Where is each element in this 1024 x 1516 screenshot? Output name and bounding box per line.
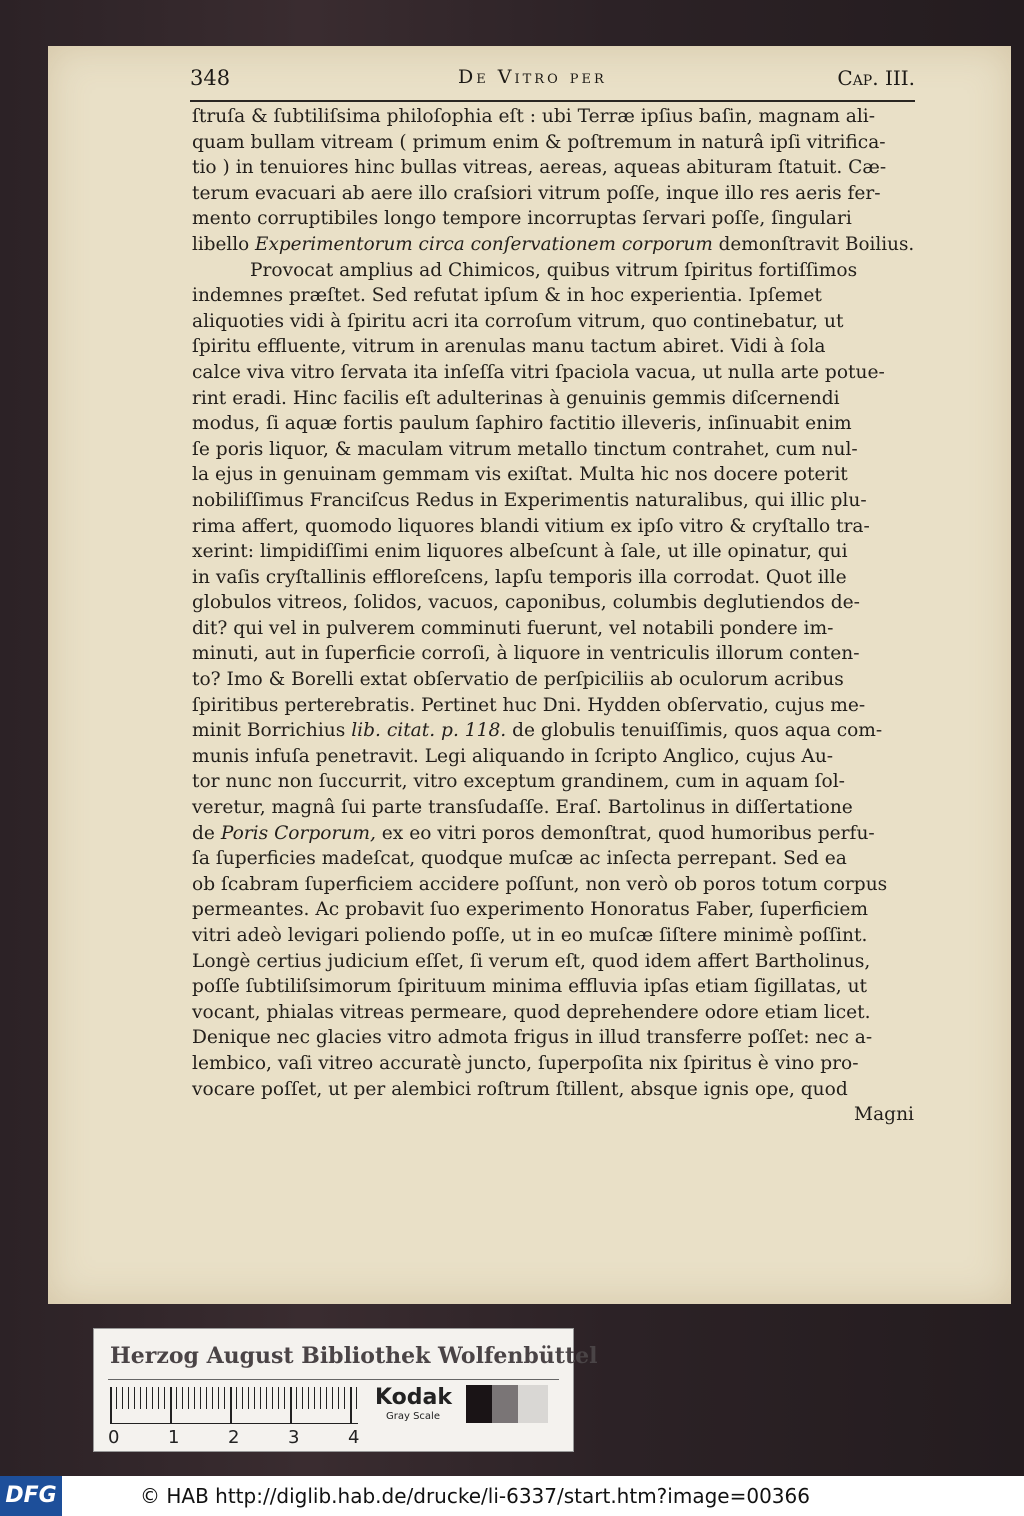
- text-line: Longè certius judicium eſſet, ſi verum eſt, quod idem affert Bartholinus,: [192, 950, 871, 972]
- text-line: globulos vitreos, ſolidos, vacuos, caponibus, columbis deglutiendos de-: [192, 592, 860, 614]
- ruler-scale: [110, 1387, 358, 1424]
- ruler-digit: 0: [108, 1427, 120, 1448]
- text-line: ſe poris liquor, & maculam vitrum metallo tinctum contrahet, cum nul-: [192, 438, 858, 460]
- text-line: Denique nec glacies vitro admota frigus in illud transferre poſſet: nec a-: [192, 1027, 873, 1049]
- text-line: ſtruſa & ſubtiliſsima philoſophia eſt : ubi Terræ ipſius baſin, magnam ali-: [192, 106, 875, 127]
- text-line: tor nunc non ſuccurrit, vitro exceptum grandinem, cum in aquam ſol-: [192, 771, 845, 793]
- card-divider: [108, 1379, 559, 1380]
- text-line: vocare poſſet, ut per alembici roſtrum ſtillent, absque ignis ope, quod: [192, 1078, 848, 1100]
- running-title: De Vitro per: [458, 66, 607, 88]
- text-line: permeantes. Ac probavit ſuo experimento Honoratus Faber, ſuperficiem: [192, 899, 869, 921]
- text-line: xerint: limpidiſſimi enim liquores albeſcunt à ſale, ut ille opinatur, qui: [192, 541, 848, 563]
- chapter-label: Cap. III.: [837, 66, 915, 90]
- credit-link[interactable]: © HAB http://diglib.hab.de/drucke/li-6337/start.htm?image=00366: [140, 1484, 810, 1508]
- text-line: rint eradi. Hinc facilis eſt adulterinas à genuinis gemmis diſcernendi: [192, 387, 840, 409]
- text-line: libello Experimentorum circa conſervationem corporum demonſtravit Boilius.: [192, 233, 915, 255]
- text-line: ſa ſuperficies madeſcat, quodque muſcæ ac inſecta perrepant. Sed ea: [192, 848, 847, 870]
- library-name: Herzog August Bibliothek Wolfenbüttel: [110, 1343, 598, 1369]
- body-text: [192, 104, 914, 1128]
- text-line: minit Borrichius lib. citat. p. 118. de globulis tenuiſſimis, quos aqua com-: [192, 720, 883, 742]
- text-line: mento corruptibiles longo tempore incorruptas ſervari poſſe, ſingulari: [192, 208, 852, 230]
- text-line: vitri adeò levigari poliendo poſſe, ut in eo muſcæ ſiſtere minimè poſſint.: [192, 925, 868, 946]
- text-line: veretur, magnâ ſui parte transſudaſſe. Eraſ. Bartolinus in diſſertatione: [192, 797, 853, 819]
- ruler-digit: 3: [288, 1427, 300, 1448]
- text-line: de Poris Corporum, ex eo vitri poros demonſtrat, quod humoribus perfu-: [192, 822, 875, 844]
- page-number: 348: [190, 66, 231, 90]
- text-line: quam bullam vitream ( primum enim & poſtremum in naturâ ipſi vitrifica-: [192, 131, 886, 153]
- text-line: modus, ſi aquæ fortis paulum ſaphiro factitio illeveris, inſinuabit enim: [192, 413, 852, 435]
- text-line: to? Imo & Borelli extat obſervatio de perſpiciliis ab oculorum acribus: [192, 669, 844, 691]
- text-line: terum evacuari ab aere illo craſsiori vitrum poſſe, inque illo res aeris fer-: [192, 182, 881, 204]
- text-line: vocant, phialas vitreas permeare, quod deprehendere odore etiam licet.: [192, 1001, 871, 1023]
- text-line: calce viva vitro ſervata ita inſeſſa vitri ſpaciola vacua, ut nulla arte potue-: [192, 361, 885, 383]
- kodak-logo: Kodak: [375, 1385, 452, 1410]
- text-line: rima affert, quomodo liquores blandi vitium ex ipſo vitro & cryſtallo tra-: [192, 515, 870, 537]
- text-line: indemnes præſtet. Sed refutat ipſum & in hoc experientia. Ipſemet: [192, 285, 822, 307]
- text-line: poſſe ſubtiliſsimorum ſpirituum minima effluvia ipſas etiam ſigillatas, ut: [192, 976, 868, 998]
- gray-patch-light: [518, 1385, 548, 1423]
- text-line: la ejus in genuinam gemmam vis exiſtat. Multa hic nos docere poterit: [192, 464, 848, 486]
- text-line: lembico, vaſi vitreo accuratè juncto, ſuperpoſita nix ſpiritus è vino pro-: [192, 1052, 859, 1074]
- header-rule: [190, 100, 915, 102]
- ruler-digit: 4: [348, 1427, 360, 1448]
- text-line: ſpiritu effluente, vitrum in arenulas manu tactum abiret. Vidi à ſola: [192, 336, 826, 358]
- text-line: aliquoties vidi à ſpiritu acri ita corroſum vitrum, quo continebatur, ut: [192, 310, 844, 332]
- gray-scale-label: Gray Scale: [386, 1411, 440, 1422]
- ruler-digit: 2: [228, 1427, 240, 1448]
- gray-patch-dark: [466, 1385, 492, 1423]
- catchword: Magni: [854, 1104, 914, 1126]
- text-line: minuti, aut in ſuperficie corroſi, à liquore in ventriculis illorum conten-: [192, 643, 860, 665]
- text-line: ob ſcabram ſuperficiem accidere poſſunt, non verò ob poros totum corpus: [192, 873, 888, 895]
- text-line: munis infuſa penetravit. Legi aliquando in ſcripto Anglico, cujus Au-: [192, 745, 834, 767]
- running-header: [190, 66, 915, 96]
- ruler-digit: 1: [168, 1427, 180, 1448]
- color-calibration-card: [93, 1328, 598, 1452]
- text-line: Provocat amplius ad Chimicos, quibus vitrum ſpiritus fortiſſimos: [250, 259, 858, 281]
- text-line: ſpiritibus perterebratis. Pertinet huc Dni. Hydden obſervatio, cujus me-: [192, 694, 866, 716]
- dfg-logo: DFG: [0, 1476, 62, 1516]
- gray-patch-mid: [492, 1385, 518, 1423]
- text-line: dit? qui vel in pulverem comminuti fuerunt, vel notabili pondere im-: [192, 617, 834, 639]
- text-line: nobiliſſimus Franciſcus Redus in Experimentis naturalibus, qui illic plu-: [192, 489, 867, 511]
- text-line: tio ) in tenuiores hinc bullas vitreas, aereas, aqueas abituram ſtatuit. Cæ-: [192, 157, 887, 179]
- text-line: in vaſis cryſtallinis effloreſcens, lapſu temporis illa corrodat. Quot ille: [192, 566, 847, 588]
